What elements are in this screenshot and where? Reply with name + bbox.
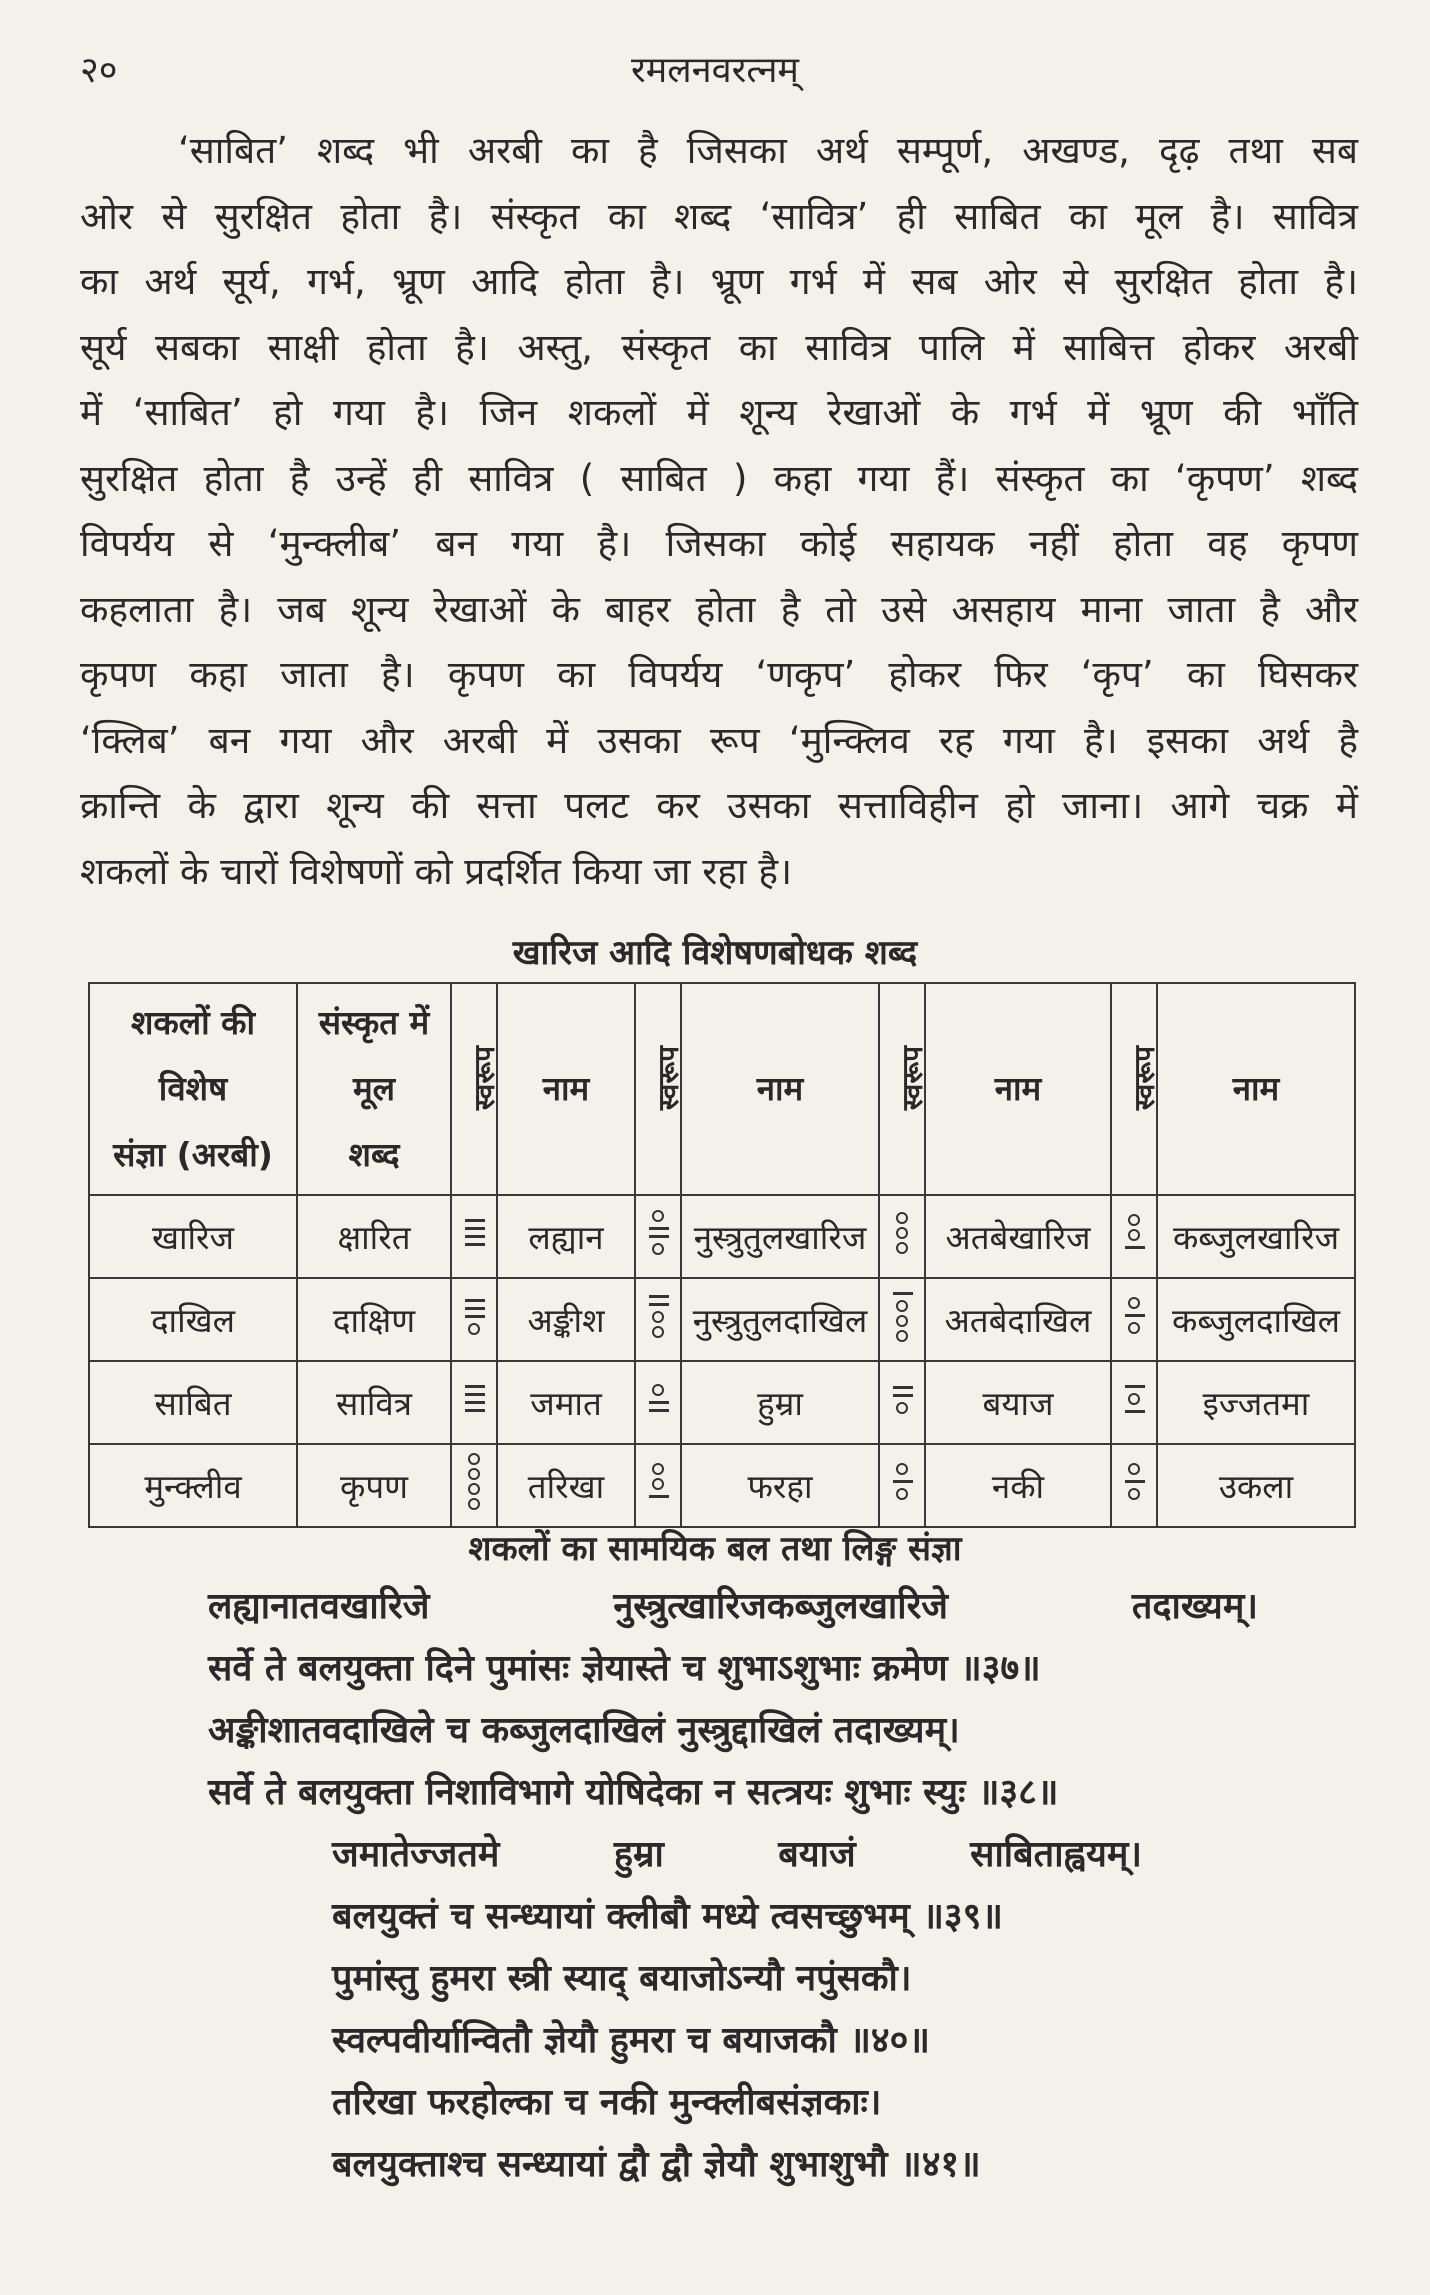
table-cell: सावित्र	[297, 1361, 451, 1444]
table-cell: दाक्षिण	[297, 1278, 451, 1361]
geomantic-figure-icon	[465, 1450, 483, 1513]
header-figure	[1111, 983, 1161, 1195]
table-cell: अतबेदाखिल	[925, 1278, 1111, 1361]
table-cell: कब्जुलखारिज	[1157, 1195, 1355, 1278]
geomantic-figure-icon	[649, 1460, 667, 1503]
paragraph-line: सुरक्षित होता है उन्हें ही सावित्र ( साबित ) कहा गया हैं। संस्कृत का ‘कृपण’ शब्द	[80, 456, 1358, 500]
header-line: शब्द	[348, 1135, 400, 1174]
verse-line: बलयुक्तं च सन्ध्यायां क्लीबौ मध्ये त्वसच्छुभम् ॥३९॥	[332, 1896, 1003, 1937]
header-figure-label: स्वरूप	[652, 1045, 685, 1111]
table-cell: तरिखा	[497, 1444, 635, 1527]
header-name: नाम	[1157, 983, 1355, 1195]
table-cell: नुस्त्रुतुलदाखिल	[681, 1278, 879, 1361]
verse-line: जमातेज्जतमे हुम्रा बयाजं साबिताह्वयम्।	[332, 1834, 1142, 1875]
figure-cell	[451, 1444, 497, 1527]
table-cell: नकी	[925, 1444, 1111, 1527]
paragraph-line: ओर से सुरक्षित होता है। संस्कृत का शब्द ‘सावित्र’ ही साबित का मूल है। सावित्र	[80, 194, 1358, 238]
geomantic-figure-icon	[893, 1287, 911, 1345]
header-line: शकलों की	[130, 1003, 256, 1042]
figure-cell	[635, 1278, 681, 1361]
table-cell: क्षारित	[297, 1195, 451, 1278]
body-paragraph	[80, 118, 1358, 904]
header-figure	[635, 983, 685, 1195]
header-line: विशेष	[158, 1069, 228, 1108]
table-cell: इज्जतमा	[1157, 1361, 1355, 1444]
header-line: संस्कृत में	[318, 1003, 430, 1042]
header-figure	[451, 983, 501, 1195]
geomantic-figure-icon	[1125, 1460, 1143, 1503]
paragraph-line: कृपण कहा जाता है। कृपण का विपर्यय ‘णकृप’ होकर फिर ‘कृप’ का घिसकर	[80, 653, 1358, 696]
geomantic-figure-icon	[465, 1380, 483, 1417]
header-line: मूल	[352, 1069, 396, 1108]
table-cell: कब्जुलदाखिल	[1157, 1278, 1355, 1361]
figure-cell	[1111, 1444, 1157, 1527]
paragraph-line: कहलाता है। जब शून्य रेखाओं के बाहर होता है तो उसे असहाय माना जाता है और	[80, 587, 1358, 631]
paragraph-line: शकलों के चारों विशेषणों को प्रदर्शित किया जा रहा है।	[80, 849, 792, 893]
table-cell: खारिज	[89, 1195, 297, 1278]
figure-cell	[1111, 1278, 1157, 1361]
geomantic-figure-icon	[893, 1381, 911, 1417]
geomantic-figure-icon	[1125, 1211, 1143, 1254]
geomantic-figure-icon	[893, 1460, 911, 1503]
figure-cell	[635, 1361, 681, 1444]
geomantic-figure-icon	[465, 1214, 483, 1251]
table-cell: बयाज	[925, 1361, 1111, 1444]
figure-cell	[635, 1195, 681, 1278]
figure-cell	[879, 1444, 925, 1527]
table-cell: साबित	[89, 1361, 297, 1444]
table-cell: जमात	[497, 1361, 635, 1444]
header-name: नाम	[497, 983, 635, 1195]
paragraph-line: में ‘साबित’ हो गया है। जिन शकलों में शून्य रेखाओं के गर्भ में भ्रूण की भाँति	[80, 391, 1358, 434]
table-cell: दाखिल	[89, 1278, 297, 1361]
figure-cell	[635, 1444, 681, 1527]
paragraph-line: सूर्य सबका साक्षी होता है। अस्तु, संस्कृत का सावित्र पालि में साबित्त होकर अरबी	[80, 325, 1358, 369]
table-header-row	[89, 983, 1355, 1195]
figure-cell	[451, 1361, 497, 1444]
verse-line: लह्यानातवखारिजे नुस्त्रुत्खारिजकब्जुलखारिजे तदाख्यम्।	[208, 1586, 1258, 1627]
header-arabic-name	[89, 983, 297, 1195]
table-cell: उकला	[1157, 1444, 1355, 1527]
paragraph-line: विपर्यय से ‘मुन्क्लीब’ बन गया है। जिसका कोई सहायक नहीं होता वह कृपण	[80, 522, 1358, 565]
verse-line: सर्वे ते बलयुक्ता निशाविभागे योषिदेका न सत्त्रयः शुभाः स्युः ॥३८॥	[208, 1772, 1059, 1813]
section-subtitle: शकलों का सामयिक बल तथा लिङ्ग संज्ञा	[468, 1529, 962, 1569]
table-row	[89, 1444, 1355, 1527]
header-name: नाम	[925, 983, 1111, 1195]
header-name: नाम	[681, 983, 879, 1195]
header-line: संज्ञा (अरबी)	[113, 1135, 273, 1174]
figure-cell	[451, 1278, 497, 1361]
geomantic-figure-icon	[893, 1209, 911, 1257]
table-cell: मुन्क्लीव	[89, 1444, 297, 1527]
table-row	[89, 1278, 1355, 1361]
header-figure-label: स्वरूप	[1128, 1045, 1161, 1111]
geomantic-figure-icon	[649, 1290, 667, 1341]
page-header	[80, 44, 1350, 104]
verse-line: बलयुक्ताश्च सन्ध्यायां द्वौ द्वौ ज्ञेयौ शुभाशुभौ ॥४१॥	[332, 2144, 981, 2185]
header-figure-label: स्वरूप	[896, 1045, 929, 1111]
table-cell: अङ्कीश	[497, 1278, 635, 1361]
table-row	[89, 1361, 1355, 1444]
figure-cell	[879, 1195, 925, 1278]
header-figure-label: स्वरूप	[468, 1045, 501, 1111]
header-figure	[879, 983, 929, 1195]
geomantic-figure-icon	[1125, 1380, 1143, 1418]
verse-line: पुमांस्तु हुमरा स्त्री स्याद् बयाजोऽन्यौ नपुंसकौ।	[332, 1958, 912, 1999]
geomantic-figure-icon	[649, 1207, 667, 1258]
table-cell: नुस्त्रुतुलखारिज	[681, 1195, 879, 1278]
figure-cell	[1111, 1361, 1157, 1444]
paragraph-line: का अर्थ सूर्य, गर्भ, भ्रूण आदि होता है। भ्रूण गर्भ में सब ओर से सुरक्षित होता है।	[80, 260, 1358, 303]
verse-line: स्वल्पवीर्यान्वितौ ज्ञेयौ हुमरा च बयाजकौ ॥४०॥	[332, 2020, 930, 2061]
table-body	[89, 1195, 1355, 1527]
table-cell: कृपण	[297, 1444, 451, 1527]
verse-line: सर्वे ते बलयुक्ता दिने पुमांसः ज्ञेयास्ते च शुभाऽशुभाः क्रमेण ॥३७॥	[208, 1648, 1041, 1689]
geomantic-figure-icon	[649, 1381, 667, 1417]
page-number: २०	[80, 50, 118, 91]
header-sanskrit-root	[297, 983, 451, 1195]
table-row	[89, 1195, 1355, 1278]
page-title: रमलनवरत्नम्	[631, 50, 799, 91]
figure-cell	[879, 1361, 925, 1444]
figure-cell	[1111, 1195, 1157, 1278]
geomantic-figure-icon	[1125, 1294, 1143, 1337]
verse-line: तरिखा फरहोल्का च नकी मुन्क्लीबसंज्ञकाः।	[332, 2082, 882, 2123]
epithet-table	[88, 982, 1356, 1528]
table-cell: हुम्रा	[681, 1361, 879, 1444]
verse-line: अङ्कीशातवदाखिले च कब्जुलदाखिलं नुस्त्रुद्दाखिलं तदाख्यम्।	[208, 1710, 960, 1751]
paragraph-line: क्रान्ति के द्वारा शून्य की सत्ता पलट कर उसका सत्ताविहीन हो जाना। आगे चक्र में	[80, 784, 1358, 827]
paragraph-line: ‘साबित’ शब्द भी अरबी का है जिसका अर्थ सम्पूर्ण, अखण्ड, दृढ़ तथा सब	[178, 129, 1358, 172]
table-cell: अतबेखारिज	[925, 1195, 1111, 1278]
table-cell: फरहा	[681, 1444, 879, 1527]
geomantic-figure-icon	[465, 1294, 483, 1338]
paragraph-line: ‘क्लिब’ बन गया और अरबी में उसका रूप ‘मुन्क्लिव रह गया है। इसका अर्थ है	[80, 718, 1358, 762]
table-cell: लह्यान	[497, 1195, 635, 1278]
figure-cell	[451, 1195, 497, 1278]
figure-cell	[879, 1278, 925, 1361]
table-title: खारिज आदि विशेषणबोधक शब्द	[512, 933, 918, 973]
